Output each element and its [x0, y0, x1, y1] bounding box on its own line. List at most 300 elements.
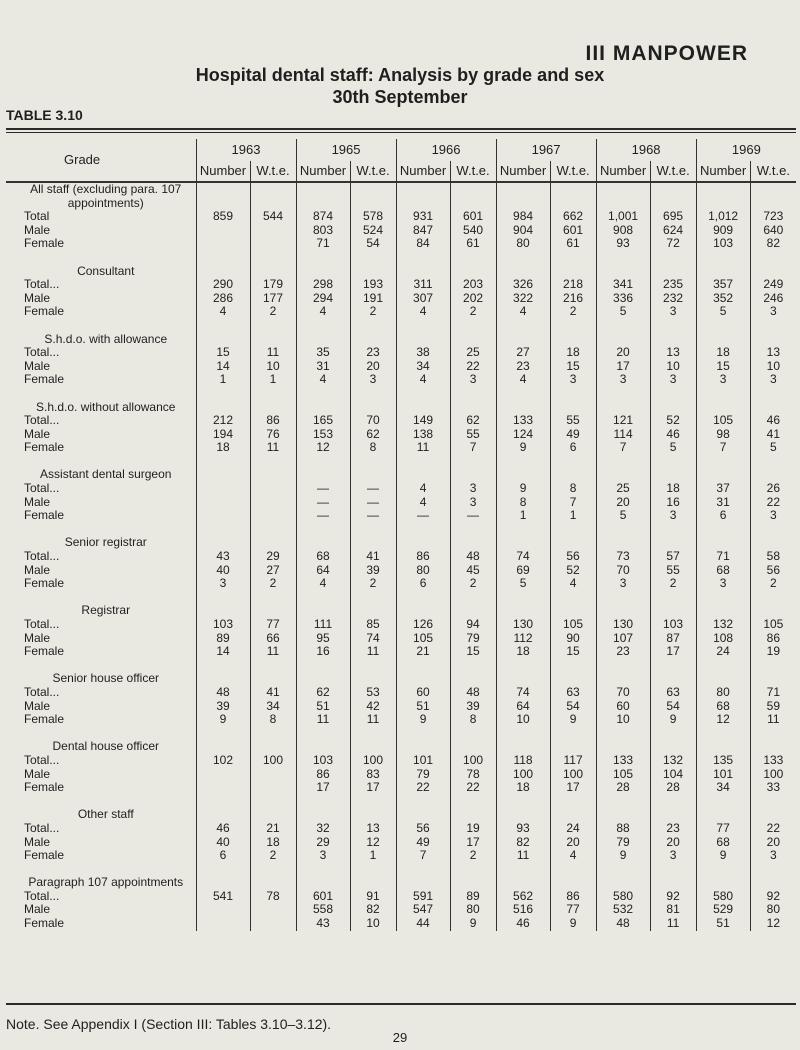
number-cell: 294 — [296, 292, 350, 306]
wte-cell: 63 — [650, 686, 696, 700]
number-cell: 60 — [396, 686, 450, 700]
wte-cell: 249 — [750, 278, 796, 292]
number-header: Number — [396, 161, 450, 182]
group-heading-row — [6, 604, 796, 618]
number-cell: 35 — [296, 346, 350, 360]
year-header: 1963 — [196, 139, 296, 161]
wte-cell: 39 — [350, 564, 396, 578]
wte-cell: 19 — [750, 645, 796, 659]
number-cell: 1,012 — [696, 210, 750, 224]
wte-cell: 2 — [750, 577, 796, 591]
number-cell: 3 — [196, 577, 250, 591]
number-cell: 98 — [696, 428, 750, 442]
wte-cell — [250, 509, 296, 523]
number-cell: 11 — [296, 713, 350, 727]
wte-cell: 662 — [550, 210, 596, 224]
number-cell: 3 — [596, 373, 650, 387]
number-cell: 547 — [396, 903, 450, 917]
wte-cell: 29 — [250, 550, 296, 564]
row-label: Male — [24, 495, 51, 509]
number-cell: 40 — [196, 564, 250, 578]
number-cell: 107 — [596, 632, 650, 646]
wte-cell: 13 — [350, 822, 396, 836]
number-cell: 341 — [596, 278, 650, 292]
number-cell: 12 — [296, 441, 350, 455]
wte-cell: 61 — [450, 237, 496, 251]
number-cell: 64 — [496, 700, 550, 714]
wte-cell: 15 — [550, 645, 596, 659]
wte-cell: 9 — [450, 917, 496, 931]
group-label: All staff (excluding para. 107 — [30, 182, 182, 196]
wte-cell: 11 — [650, 917, 696, 931]
wte-cell: 83 — [350, 768, 396, 782]
table-row — [6, 768, 796, 782]
wte-cell: 10 — [250, 360, 296, 374]
table-row — [6, 346, 796, 360]
wte-cell: 66 — [250, 632, 296, 646]
number-cell: 31 — [696, 496, 750, 510]
number-cell: 6 — [396, 577, 450, 591]
wte-cell: 640 — [750, 224, 796, 238]
number-cell: 12 — [696, 713, 750, 727]
number-cell: 22 — [396, 781, 450, 795]
number-cell: 101 — [696, 768, 750, 782]
wte-cell: 2 — [450, 305, 496, 319]
wte-cell — [250, 496, 296, 510]
spacer-row — [6, 387, 796, 401]
number-cell: 25 — [596, 482, 650, 496]
number-cell: 4 — [396, 373, 450, 387]
wte-cell — [250, 237, 296, 251]
number-cell: 82 — [496, 836, 550, 850]
wte-cell: 3 — [450, 482, 496, 496]
year-header: 1967 — [496, 139, 596, 161]
number-cell: 18 — [196, 441, 250, 455]
number-cell: 3 — [296, 849, 350, 863]
group-label: Paragraph 107 appointments — [28, 876, 184, 890]
wte-cell: 55 — [550, 414, 596, 428]
number-cell: 9 — [196, 713, 250, 727]
wte-cell: 49 — [550, 428, 596, 442]
wte-cell: 19 — [450, 822, 496, 836]
number-cell: 37 — [696, 482, 750, 496]
wte-cell: 18 — [250, 836, 296, 850]
number-cell: 322 — [496, 292, 550, 306]
year-header-row — [6, 139, 796, 161]
row-label: Male — [24, 699, 51, 713]
table-row — [6, 482, 796, 496]
wte-cell: 94 — [450, 618, 496, 632]
table-row — [6, 305, 796, 319]
wte-cell: 105 — [550, 618, 596, 632]
number-cell: 9 — [496, 482, 550, 496]
wte-cell: 63 — [550, 686, 596, 700]
number-cell: 121 — [596, 414, 650, 428]
number-cell: 79 — [596, 836, 650, 850]
number-cell: 909 — [696, 224, 750, 238]
wte-cell: 1 — [250, 373, 296, 387]
wte-cell: 17 — [450, 836, 496, 850]
number-cell: 112 — [496, 632, 550, 646]
wte-cell: 11 — [350, 645, 396, 659]
table-row — [6, 224, 796, 238]
number-cell: 133 — [496, 414, 550, 428]
wte-cell: 34 — [250, 700, 296, 714]
number-cell: 95 — [296, 632, 350, 646]
table-row — [6, 645, 796, 659]
wte-cell: 54 — [350, 237, 396, 251]
number-cell: 32 — [296, 822, 350, 836]
number-cell: 4 — [296, 373, 350, 387]
spacer-row — [6, 319, 796, 333]
group-label: S.h.d.o. with allowance — [44, 332, 168, 346]
number-cell: 114 — [596, 428, 650, 442]
number-cell: 4 — [296, 577, 350, 591]
table-row — [6, 686, 796, 700]
table-row — [6, 781, 796, 795]
number-cell: 28 — [596, 781, 650, 795]
number-header: Number — [596, 161, 650, 182]
wte-cell: 77 — [550, 903, 596, 917]
wte-cell: 18 — [550, 346, 596, 360]
wte-cell: — — [450, 509, 496, 523]
wte-cell: 544 — [250, 210, 296, 224]
number-cell: 80 — [396, 564, 450, 578]
number-cell: 89 — [196, 632, 250, 646]
number-cell: 103 — [296, 754, 350, 768]
wte-cell: 202 — [450, 292, 496, 306]
wte-cell: 2 — [450, 577, 496, 591]
number-cell: 601 — [296, 890, 350, 904]
number-cell: 3 — [696, 373, 750, 387]
wte-cell: 17 — [550, 781, 596, 795]
table-row — [6, 754, 796, 768]
wte-cell — [250, 917, 296, 931]
row-label: Male — [24, 767, 51, 781]
row-label: Female — [24, 917, 65, 931]
wte-cell: 232 — [650, 292, 696, 306]
wte-cell: 57 — [650, 550, 696, 564]
number-cell: 17 — [296, 781, 350, 795]
number-cell: 984 — [496, 210, 550, 224]
wte-cell: 18 — [650, 482, 696, 496]
number-header: Number — [696, 161, 750, 182]
number-cell: 86 — [296, 768, 350, 782]
wte-cell: 7 — [450, 441, 496, 455]
wte-cell: 24 — [550, 822, 596, 836]
title-line: Hospital dental staff: Analysis by grade and sex — [195, 65, 605, 85]
wte-cell: 10 — [750, 360, 796, 374]
table-row — [6, 564, 796, 578]
table-row — [6, 373, 796, 387]
group-heading-row — [6, 876, 796, 890]
number-cell: 48 — [596, 917, 650, 931]
number-cell: 126 — [396, 618, 450, 632]
wte-cell: 52 — [550, 564, 596, 578]
number-cell: 908 — [596, 224, 650, 238]
number-cell — [196, 237, 250, 251]
number-cell: 4 — [296, 305, 350, 319]
number-cell: 516 — [496, 903, 550, 917]
wte-cell: 91 — [350, 890, 396, 904]
wte-cell: 79 — [450, 632, 496, 646]
number-cell: 71 — [296, 237, 350, 251]
wte-cell: 2 — [450, 849, 496, 863]
wte-cell: 72 — [650, 237, 696, 251]
group-heading-row — [6, 468, 796, 482]
number-cell: 39 — [196, 700, 250, 714]
number-cell: 43 — [296, 917, 350, 931]
wte-cell: — — [350, 482, 396, 496]
row-label: Male — [24, 223, 51, 237]
document-title — [0, 64, 800, 108]
number-cell: 24 — [696, 645, 750, 659]
number-cell: 11 — [496, 849, 550, 863]
number-cell: 9 — [496, 441, 550, 455]
wte-cell: 132 — [650, 754, 696, 768]
wte-cell: 90 — [550, 632, 596, 646]
number-cell: — — [296, 482, 350, 496]
number-cell: 14 — [196, 645, 250, 659]
wte-cell: 22 — [450, 360, 496, 374]
page-number: 29 — [392, 1030, 408, 1045]
number-cell: 5 — [596, 509, 650, 523]
row-label: Total... — [24, 278, 60, 292]
number-cell: 135 — [696, 754, 750, 768]
wte-cell: 723 — [750, 210, 796, 224]
wte-cell: 601 — [450, 210, 496, 224]
number-cell: 38 — [396, 346, 450, 360]
spacer-row — [6, 251, 796, 265]
number-cell: 194 — [196, 428, 250, 442]
number-cell: 18 — [496, 645, 550, 659]
number-cell: 80 — [696, 686, 750, 700]
group-heading-row — [6, 740, 796, 754]
spacer-row — [6, 863, 796, 877]
wte-cell: 12 — [750, 917, 796, 931]
number-cell: 103 — [696, 237, 750, 251]
wte-cell: 22 — [450, 781, 496, 795]
row-label: Female — [24, 509, 65, 523]
row-label: Female — [24, 849, 65, 863]
table-row — [6, 441, 796, 455]
spacer-row — [6, 659, 796, 673]
table-row — [6, 292, 796, 306]
number-cell: 859 — [196, 210, 250, 224]
wte-cell: 540 — [450, 224, 496, 238]
table-row — [6, 278, 796, 292]
number-cell: 74 — [496, 550, 550, 564]
number-header: Number — [496, 161, 550, 182]
wte-cell: 216 — [550, 292, 596, 306]
wte-cell: 42 — [350, 700, 396, 714]
group-heading-row — [6, 808, 796, 822]
wte-cell: 52 — [650, 414, 696, 428]
number-cell: 34 — [696, 781, 750, 795]
group-heading-row — [6, 265, 796, 279]
wte-cell: 218 — [550, 278, 596, 292]
number-cell — [196, 768, 250, 782]
wte-cell: 17 — [650, 645, 696, 659]
wte-cell: 5 — [650, 441, 696, 455]
number-cell: 68 — [696, 700, 750, 714]
wte-cell: 3 — [750, 305, 796, 319]
number-cell: — — [296, 496, 350, 510]
wte-cell: 92 — [750, 890, 796, 904]
row-label: Total... — [24, 889, 60, 903]
row-label: Total... — [24, 618, 60, 631]
wte-cell: 2 — [250, 305, 296, 319]
wte-cell: 80 — [450, 903, 496, 917]
wte-cell: 9 — [550, 713, 596, 727]
number-cell: 7 — [396, 849, 450, 863]
wte-cell: 10 — [350, 917, 396, 931]
row-label: Male — [24, 631, 51, 645]
wte-cell: 2 — [650, 577, 696, 591]
wte-cell: 17 — [350, 781, 396, 795]
number-cell: 56 — [396, 822, 450, 836]
table-row — [6, 414, 796, 428]
wte-cell: 21 — [250, 822, 296, 836]
wte-cell: 27 — [250, 564, 296, 578]
wte-cell: 41 — [350, 550, 396, 564]
number-header: Number — [296, 161, 350, 182]
number-cell: 133 — [596, 754, 650, 768]
wte-cell: 4 — [550, 849, 596, 863]
number-cell: 9 — [596, 849, 650, 863]
wte-cell: 2 — [350, 577, 396, 591]
wte-cell: 11 — [250, 441, 296, 455]
number-cell — [196, 781, 250, 795]
section-title: III MANPOWER — [585, 42, 748, 65]
number-cell: 6 — [696, 509, 750, 523]
wte-cell: 46 — [750, 414, 796, 428]
wte-cell: 82 — [750, 237, 796, 251]
wte-cell: 11 — [750, 713, 796, 727]
group-label: Dental house officer — [52, 740, 159, 754]
spacer-row — [6, 455, 796, 469]
wte-cell: 39 — [450, 700, 496, 714]
wte-cell: 76 — [250, 428, 296, 442]
wte-cell: 100 — [450, 754, 496, 768]
number-cell: 1,001 — [596, 210, 650, 224]
wte-cell: 193 — [350, 278, 396, 292]
table-row — [6, 903, 796, 917]
number-cell: 904 — [496, 224, 550, 238]
row-label: Total — [24, 210, 50, 224]
number-cell: 298 — [296, 278, 350, 292]
table-row — [6, 713, 796, 727]
number-cell: 68 — [696, 836, 750, 850]
number-cell: 532 — [596, 903, 650, 917]
number-cell: 51 — [296, 700, 350, 714]
number-cell: 40 — [196, 836, 250, 850]
wte-cell: 81 — [650, 903, 696, 917]
number-cell: 591 — [396, 890, 450, 904]
group-heading-row — [6, 401, 796, 415]
number-cell: 17 — [596, 360, 650, 374]
wte-cell: 20 — [550, 836, 596, 850]
year-header: 1969 — [696, 139, 796, 161]
group-label: Other staff — [77, 808, 134, 822]
number-cell: 27 — [496, 346, 550, 360]
number-cell: 100 — [496, 768, 550, 782]
number-cell: 20 — [596, 496, 650, 510]
wte-cell: 46 — [650, 428, 696, 442]
wte-cell: 3 — [350, 373, 396, 387]
top-rule-thin — [6, 132, 796, 133]
row-label: Total... — [24, 346, 60, 360]
wte-cell: 87 — [650, 632, 696, 646]
wte-cell: — — [350, 496, 396, 510]
number-cell: 103 — [196, 618, 250, 632]
number-cell: 541 — [196, 890, 250, 904]
number-header: Number — [196, 161, 250, 182]
number-cell: 70 — [596, 686, 650, 700]
wte-header: W.t.e. — [250, 161, 296, 182]
wte-cell: 62 — [350, 428, 396, 442]
wte-cell — [250, 224, 296, 238]
number-cell: 580 — [696, 890, 750, 904]
wte-cell: 48 — [450, 686, 496, 700]
number-cell: 105 — [396, 632, 450, 646]
table-row — [6, 618, 796, 632]
table-row — [6, 237, 796, 251]
number-cell: 4 — [396, 496, 450, 510]
wte-cell: 100 — [250, 754, 296, 768]
number-cell: 562 — [496, 890, 550, 904]
wte-cell: 9 — [650, 713, 696, 727]
wte-cell: 100 — [750, 768, 796, 782]
wte-cell: 20 — [650, 836, 696, 850]
number-cell: 4 — [196, 305, 250, 319]
number-cell: 88 — [596, 822, 650, 836]
number-cell: 18 — [696, 346, 750, 360]
wte-cell: 2 — [550, 305, 596, 319]
staff-table — [6, 139, 796, 931]
wte-cell: 58 — [750, 550, 796, 564]
number-cell: 79 — [396, 768, 450, 782]
table-row — [6, 210, 796, 224]
wte-cell: 2 — [250, 849, 296, 863]
group-heading-row — [6, 536, 796, 550]
number-cell: 4 — [396, 305, 450, 319]
number-cell: 580 — [596, 890, 650, 904]
group-heading-row — [6, 333, 796, 347]
number-cell: 153 — [296, 428, 350, 442]
wte-cell: — — [350, 509, 396, 523]
wte-cell: 3 — [550, 373, 596, 387]
year-header: 1965 — [296, 139, 396, 161]
wte-cell: 117 — [550, 754, 596, 768]
number-cell: 7 — [596, 441, 650, 455]
wte-cell: 3 — [650, 373, 696, 387]
group-label: Assistant dental surgeon — [40, 468, 172, 482]
number-cell: 48 — [196, 686, 250, 700]
spacer-row — [6, 795, 796, 809]
wte-cell: 12 — [350, 836, 396, 850]
number-cell: 80 — [496, 237, 550, 251]
number-cell: 307 — [396, 292, 450, 306]
number-cell: 1 — [496, 509, 550, 523]
wte-cell: 3 — [450, 373, 496, 387]
wte-cell: 28 — [650, 781, 696, 795]
wte-cell: 62 — [450, 414, 496, 428]
wte-cell: 23 — [650, 822, 696, 836]
number-cell: 8 — [496, 496, 550, 510]
wte-cell: 78 — [450, 768, 496, 782]
wte-cell: 59 — [750, 700, 796, 714]
